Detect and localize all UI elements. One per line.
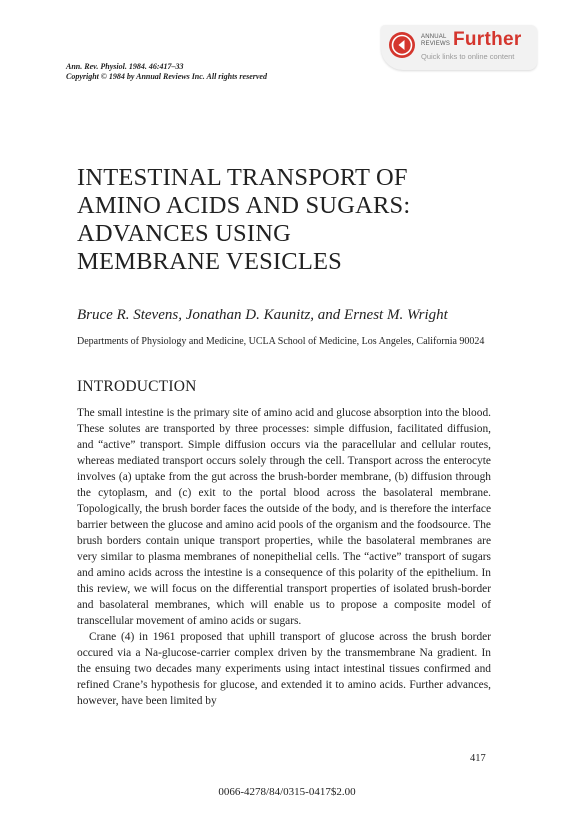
play-arrow-icon	[389, 32, 415, 58]
title-line: AMINO ACIDS AND SUGARS:	[77, 192, 411, 219]
article-code: 0066-4278/84/0315-0417$2.00	[218, 786, 356, 798]
annual-reviews-further-banner[interactable]	[381, 25, 537, 70]
journal-citation	[66, 62, 267, 82]
body-paragraph: The small intestine is the primary site of amino acid and glucose absorption into the blood. These solutes are transported by three processes: simple diffusion, facilitated diffusion, and “active” transport. Simple diffusion occurs via the paracellular and cellular routes, whereas mediated transport occurs solely through the cell. Transport across the enterocyte involves (a) uptake from the gut across the brush-border membrane, (b) diffusion through the cytoplasm, and (c) exit to the portal blood across the basolateral membrane. Topologically, the brush border faces the outside of the body, and is therefore the interface barrier between the glucose and amino acid pools of the organism and the foodsource. The brush borders contain unique transport properties, while the basolateral membranes are very similar to plasma membranes of nonepithelial cells. The “active” transport of sugars and amino acids across the intestine is a consequence of this polarity of the epithelium. In this review, we will focus on the differential transport properties of isolated brush-border and basolateral membranes, which will enable us to propose a composite model of transcellular movement of amino acids or sugars.	[77, 407, 491, 627]
citation-journal-line: Ann. Rev. Physiol. 1984. 46:417–33	[66, 62, 184, 71]
annual-reviews-wordmark: ANNUAL REVIEWS	[421, 34, 451, 47]
further-wordmark: Further	[453, 29, 522, 50]
article-body	[77, 405, 491, 709]
page-number: 417	[470, 753, 486, 764]
title-line: MEMBRANE VESICLES	[77, 248, 342, 275]
author-list: Bruce R. Stevens, Jonathan D. Kaunitz, and Ernest M. Wright	[77, 307, 448, 323]
author-affiliation: Departments of Physiology and Medicine, UCLA School of Medicine, Los Angeles, California 90024	[77, 336, 485, 347]
article-title	[77, 164, 457, 276]
quick-links-text: Quick links to online content	[421, 52, 515, 61]
section-heading: INTRODUCTION	[77, 378, 197, 395]
title-line: INTESTINAL TRANSPORT OF	[77, 164, 408, 191]
body-paragraph: Crane (4) in 1961 proposed that uphill transport of glucose across the brush border occured via a Na-glucose-carrier complex driven by the transmembrane Na gradient. In the ensuing two decades many experiments using intact intestinal tissues confirmed and refined Crane’s hypothesis for glucose, and extended it to amino acids. Further advances, however, have been limited by	[77, 631, 491, 707]
citation-copyright-line: Copyright © 1984 by Annual Reviews Inc. All rights reserved	[66, 72, 267, 81]
title-line: ADVANCES USING	[77, 220, 292, 247]
